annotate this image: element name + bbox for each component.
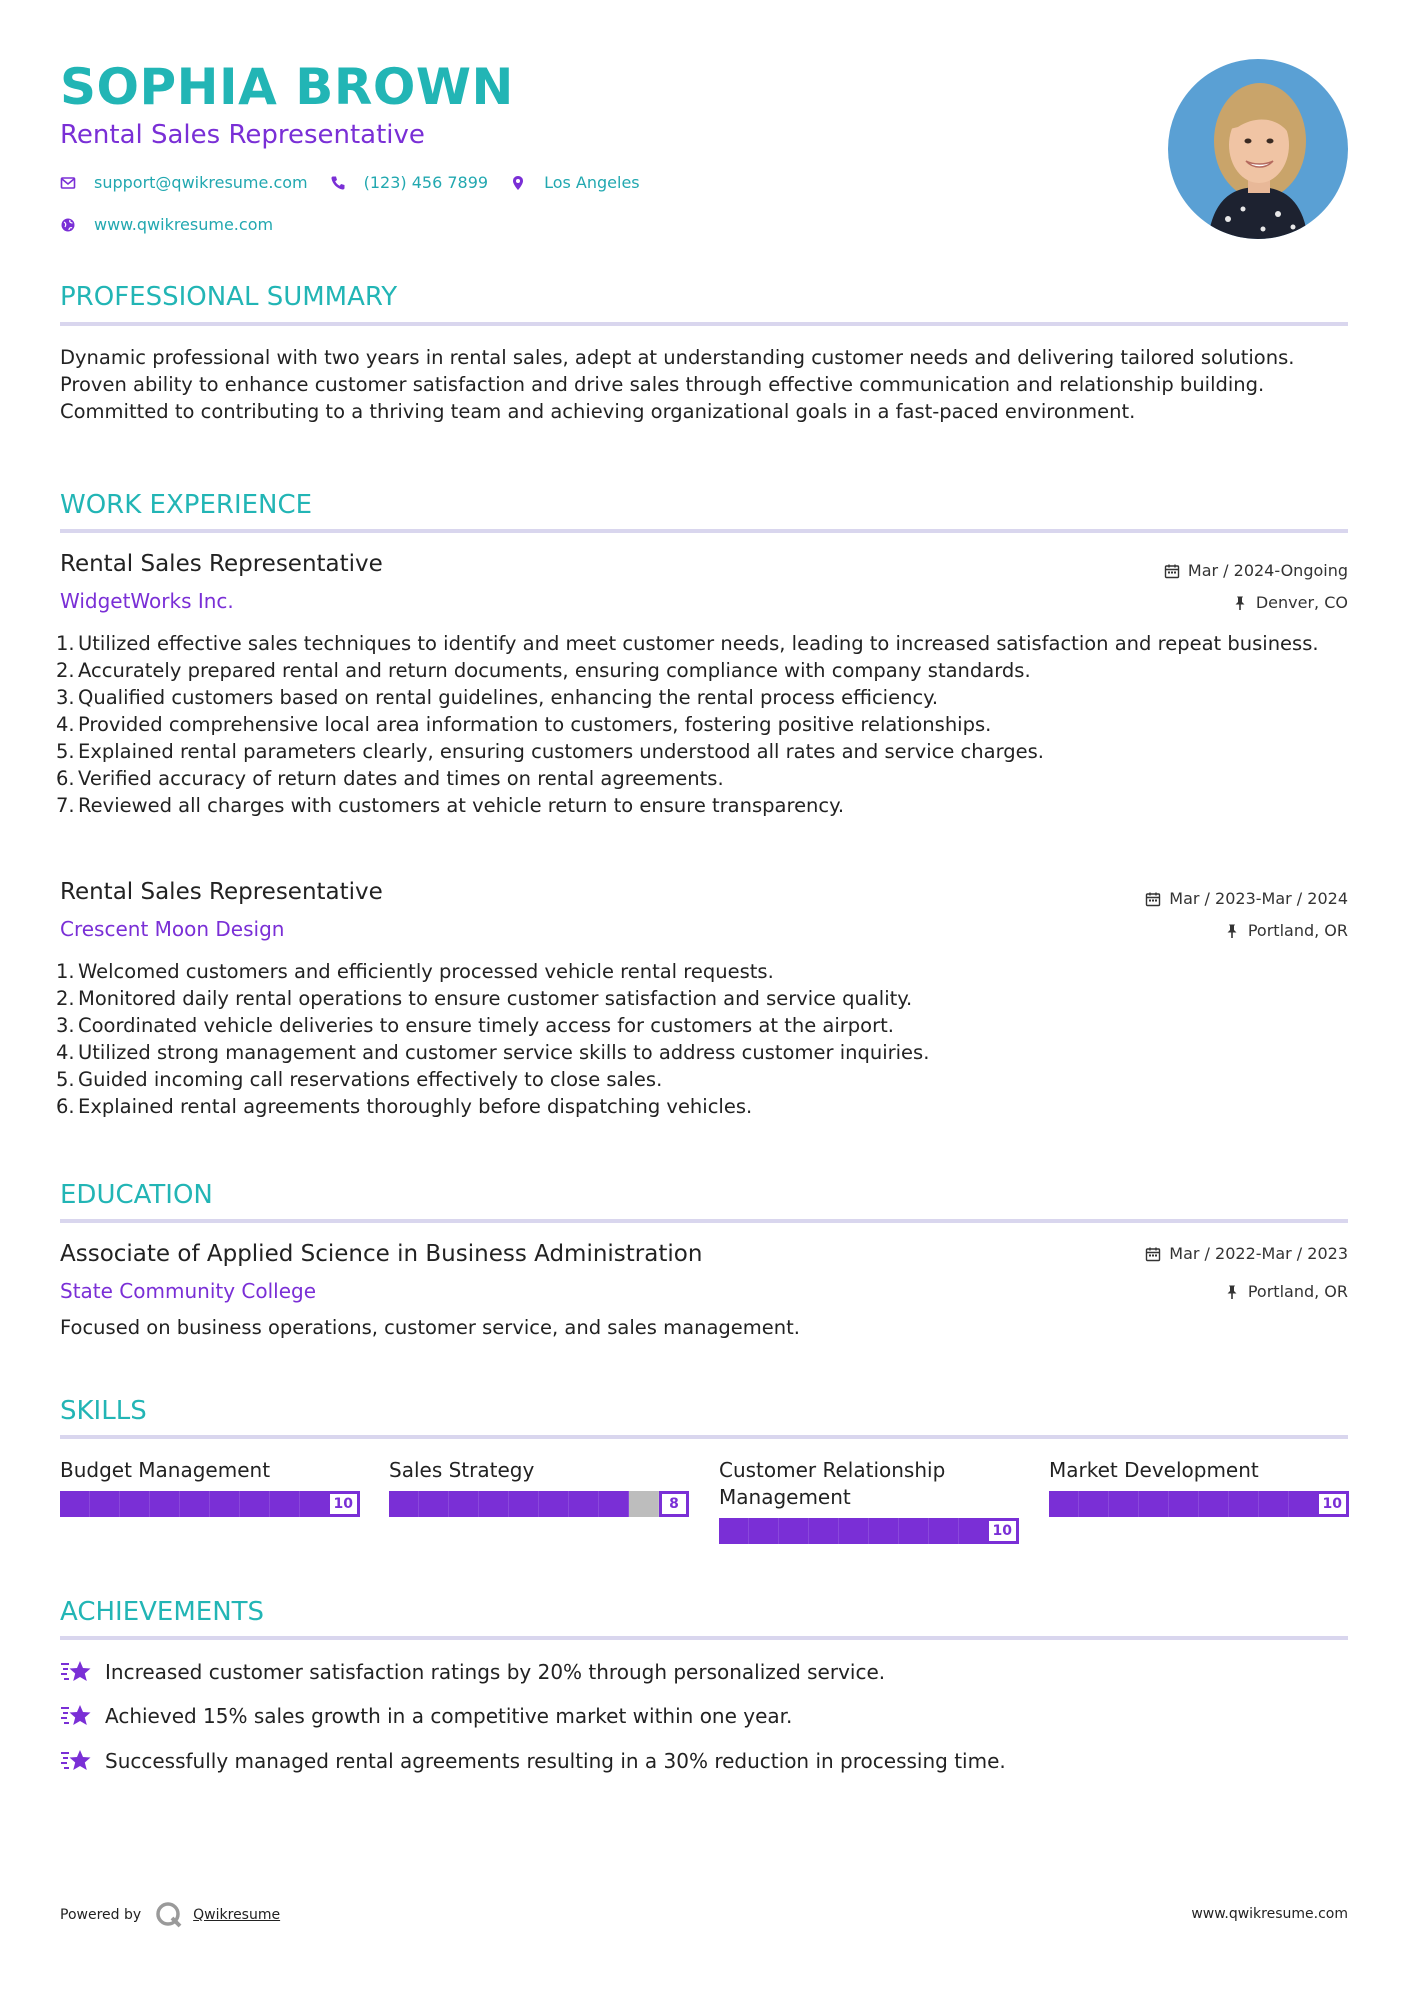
skill-bar-segment bbox=[449, 1491, 479, 1517]
job-dates bbox=[1145, 889, 1348, 908]
skill-bar bbox=[60, 1491, 360, 1517]
skill-bar-segment bbox=[929, 1518, 959, 1544]
globe-icon bbox=[60, 217, 76, 233]
skill-bar-segment bbox=[1199, 1491, 1229, 1517]
skill-bar-segment bbox=[300, 1491, 330, 1517]
skill-bar-segment bbox=[959, 1518, 989, 1544]
school-name: State Community College bbox=[60, 1279, 317, 1303]
education-location bbox=[1224, 1282, 1348, 1301]
degree-title: Associate of Applied Science in Business Administration bbox=[60, 1241, 703, 1267]
company-name: Crescent Moon Design bbox=[60, 917, 285, 941]
skill-item bbox=[60, 1457, 360, 1517]
duty-item: Coordinated vehicle deliveries to ensure timely access for customers at the airport. bbox=[78, 1014, 894, 1037]
skill-bar-segment bbox=[479, 1491, 509, 1517]
job-title: Rental Sales Representative bbox=[60, 551, 383, 577]
skill-bar-segment bbox=[539, 1491, 569, 1517]
skill-bar-segment bbox=[1289, 1491, 1319, 1517]
contact-row-website bbox=[60, 215, 295, 234]
job-location bbox=[1232, 593, 1348, 612]
duty-item: Explained rental agreements thoroughly before dispatching vehicles. bbox=[78, 1095, 753, 1118]
skill-bar-segment bbox=[809, 1518, 839, 1544]
calendar-icon bbox=[1164, 563, 1180, 579]
skill-bar-segment bbox=[629, 1491, 659, 1517]
skill-bar-segment bbox=[779, 1518, 809, 1544]
skill-level-badge: 8 bbox=[659, 1491, 689, 1517]
skill-bar bbox=[389, 1491, 689, 1517]
skill-name: Budget Management bbox=[60, 1458, 271, 1482]
skill-name: Sales Strategy bbox=[389, 1458, 535, 1482]
contact-email[interactable] bbox=[60, 173, 308, 192]
section-title-experience: WORK EXPERIENCE bbox=[60, 490, 313, 520]
phone-text: (123) 456 7899 bbox=[363, 173, 489, 192]
duty-item: Utilized strong management and customer service skills to address customer inquiries. bbox=[78, 1041, 930, 1064]
skill-bar-segment bbox=[1139, 1491, 1169, 1517]
skill-bar-segment bbox=[180, 1491, 210, 1517]
powered-by-label: Powered by bbox=[60, 1907, 142, 1923]
education-dates-text: Mar / 2022-Mar / 2023 bbox=[1169, 1244, 1348, 1263]
skill-item bbox=[389, 1457, 689, 1517]
skill-bar-segment bbox=[749, 1518, 779, 1544]
skill-bar-segment bbox=[90, 1491, 120, 1517]
skill-bar-segment bbox=[1229, 1491, 1259, 1517]
duty-item: Provided comprehensive local area information to customers, fostering positive relationships. bbox=[78, 713, 992, 736]
duty-item: Explained rental parameters clearly, ensuring customers understood all rates and service charges. bbox=[78, 740, 1044, 763]
job-dates-text: Mar / 2024-Ongoing bbox=[1187, 561, 1348, 580]
job-dates bbox=[1164, 561, 1348, 580]
star-icon bbox=[60, 1658, 92, 1686]
brand-link[interactable]: Qwikresume bbox=[193, 1907, 281, 1923]
skill-level-badge: 10 bbox=[327, 1491, 360, 1517]
duty-item: Welcomed customers and efficiently processed vehicle rental requests. bbox=[78, 960, 774, 983]
skill-name: Market Development bbox=[1049, 1458, 1259, 1482]
skill-bar-segment bbox=[1169, 1491, 1199, 1517]
section-divider bbox=[60, 529, 1348, 533]
candidate-title: Rental Sales Representative bbox=[60, 120, 425, 150]
skill-bar-segment bbox=[389, 1491, 419, 1517]
skill-bar-segment bbox=[270, 1491, 300, 1517]
education-description: Focused on business operations, customer service, and sales management. bbox=[60, 1316, 800, 1339]
contact-location bbox=[510, 173, 640, 192]
location-text: Los Angeles bbox=[544, 173, 640, 192]
duty-item: Reviewed all charges with customers at vehicle return to ensure transparency. bbox=[78, 794, 845, 817]
qwikresume-logo-icon bbox=[155, 1901, 183, 1929]
skill-bar-segment bbox=[1079, 1491, 1109, 1517]
calendar-icon bbox=[1145, 891, 1161, 907]
job-location-text: Denver, CO bbox=[1255, 593, 1348, 612]
footer-url[interactable]: www.qwikresume.com bbox=[1191, 1906, 1348, 1922]
skill-level-badge: 10 bbox=[986, 1518, 1019, 1544]
section-divider bbox=[60, 1435, 1348, 1439]
skill-name: Customer Relationship Management bbox=[719, 1458, 946, 1509]
pushpin-icon bbox=[1224, 923, 1240, 939]
mail-icon bbox=[60, 175, 76, 191]
contact-website[interactable] bbox=[60, 215, 273, 234]
section-divider bbox=[60, 1636, 1348, 1640]
skill-bar-segment bbox=[120, 1491, 150, 1517]
achievement-text: Successfully managed rental agreements resulting in a 30% reduction in processing time. bbox=[105, 1749, 1006, 1773]
achievement-item bbox=[60, 1747, 1006, 1775]
skill-bar-segment bbox=[1049, 1491, 1079, 1517]
achievement-item bbox=[60, 1658, 885, 1686]
job-dates-text: Mar / 2023-Mar / 2024 bbox=[1169, 889, 1348, 908]
achievement-text: Increased customer satisfaction ratings by 20% through personalized service. bbox=[105, 1660, 886, 1684]
duty-item: Qualified customers based on rental guidelines, enhancing the rental process efficiency. bbox=[78, 686, 939, 709]
skill-bar-segment bbox=[60, 1491, 90, 1517]
section-title-achievements: ACHIEVEMENTS bbox=[60, 1597, 265, 1627]
location-pin-icon bbox=[510, 175, 526, 191]
skill-bar-segment bbox=[599, 1491, 629, 1517]
skill-item bbox=[719, 1457, 1019, 1544]
skill-bar-segment bbox=[569, 1491, 599, 1517]
star-icon bbox=[60, 1702, 92, 1730]
skill-bar-segment bbox=[1259, 1491, 1289, 1517]
skill-bar-segment bbox=[509, 1491, 539, 1517]
duty-list bbox=[60, 958, 1350, 1120]
website-text: www.qwikresume.com bbox=[94, 215, 274, 234]
contact-phone[interactable] bbox=[330, 173, 488, 192]
duty-item: Accurately prepared rental and return documents, ensuring compliance with company standards. bbox=[78, 659, 1031, 682]
section-divider bbox=[60, 1219, 1348, 1223]
job-location-text: Portland, OR bbox=[1247, 921, 1348, 940]
duty-list bbox=[60, 630, 1350, 819]
summary-text: Dynamic professional with two years in rental sales, adept at understanding customer needs and delivering tailored solutions. Proven ability to enhance customer satisfaction and drive sales through effective communication and relationship building. Committed to contributing to a thriving team and achieving organizational goals in a fast-paced environment. bbox=[60, 346, 1295, 423]
skill-bar-segment bbox=[899, 1518, 929, 1544]
calendar-icon bbox=[1145, 1246, 1161, 1262]
job-location bbox=[1224, 921, 1348, 940]
company-name: WidgetWorks Inc. bbox=[60, 589, 234, 613]
profile-photo bbox=[1168, 59, 1348, 239]
skill-item bbox=[1049, 1457, 1349, 1517]
email-text: support@qwikresume.com bbox=[94, 173, 308, 192]
achievement-item bbox=[60, 1702, 792, 1730]
pushpin-icon bbox=[1232, 595, 1248, 611]
skill-bar-segment bbox=[240, 1491, 270, 1517]
skill-bar-segment bbox=[150, 1491, 180, 1517]
skill-bar-segment bbox=[210, 1491, 240, 1517]
skill-bar-segment bbox=[419, 1491, 449, 1517]
skill-bar bbox=[719, 1518, 1019, 1544]
education-location-text: Portland, OR bbox=[1247, 1282, 1348, 1301]
skill-level-badge: 10 bbox=[1316, 1491, 1349, 1517]
skill-bar-segment bbox=[719, 1518, 749, 1544]
star-icon bbox=[60, 1747, 92, 1775]
duty-item: Verified accuracy of return dates and times on rental agreements. bbox=[78, 767, 724, 790]
skill-bar-segment bbox=[1109, 1491, 1139, 1517]
achievement-text: Achieved 15% sales growth in a competitive market within one year. bbox=[105, 1704, 793, 1728]
skill-bar bbox=[1049, 1491, 1349, 1517]
job-title: Rental Sales Representative bbox=[60, 879, 383, 905]
skill-bar-segment bbox=[839, 1518, 869, 1544]
duty-item: Guided incoming call reservations effectively to close sales. bbox=[78, 1068, 663, 1091]
education-dates bbox=[1145, 1244, 1348, 1263]
pushpin-icon bbox=[1224, 1284, 1240, 1300]
candidate-name: SOPHIA BROWN bbox=[60, 58, 514, 116]
footer-powered-by bbox=[60, 1901, 280, 1929]
section-title-education: EDUCATION bbox=[60, 1180, 213, 1210]
phone-icon bbox=[330, 175, 346, 191]
duty-item: Utilized effective sales techniques to identify and meet customer needs, leading to increased satisfaction and repeat business. bbox=[78, 632, 1319, 655]
duty-item: Monitored daily rental operations to ensure customer satisfaction and service quality. bbox=[78, 987, 913, 1010]
skill-bar-segment bbox=[869, 1518, 899, 1544]
contact-row bbox=[60, 173, 662, 192]
section-title-summary: PROFESSIONAL SUMMARY bbox=[60, 282, 398, 312]
section-divider bbox=[60, 322, 1348, 326]
section-title-skills: SKILLS bbox=[60, 1396, 147, 1426]
